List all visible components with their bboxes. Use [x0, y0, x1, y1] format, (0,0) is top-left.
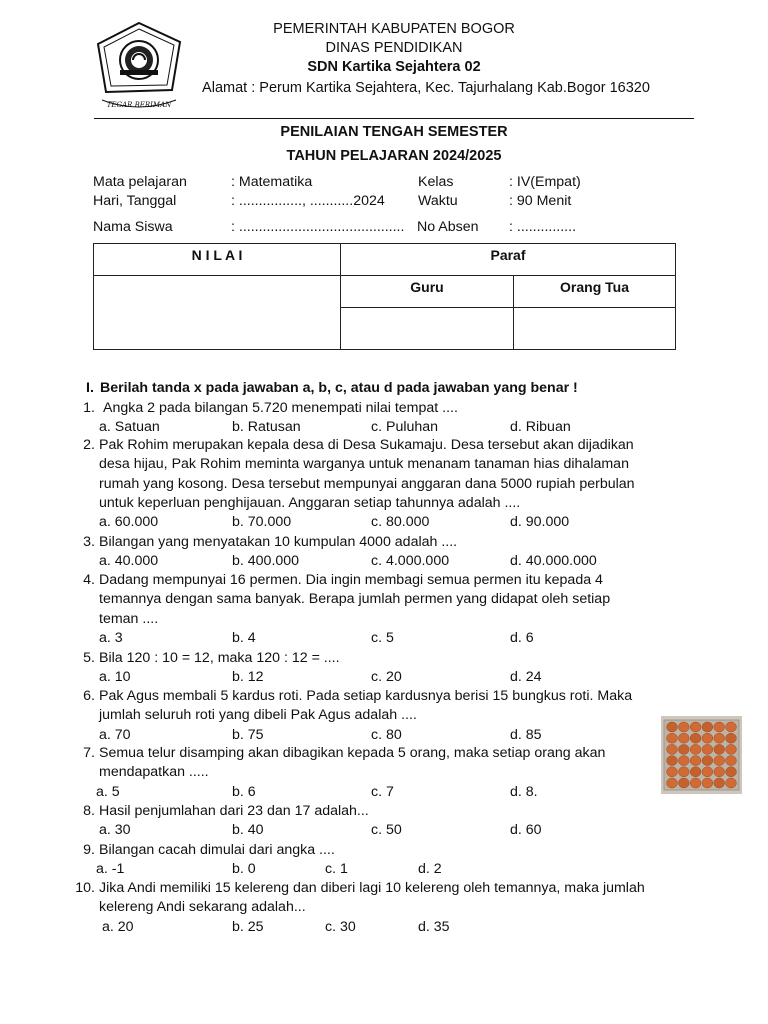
answer-option-d[interactable]: d. 90.000: [510, 514, 570, 531]
egg: [667, 744, 678, 754]
question-text: Bilangan yang menyatakan 10 kumpulan 4000 adalah ....: [99, 534, 458, 550]
section-number: I.: [86, 380, 94, 396]
answer-option-b[interactable]: b. 6: [232, 783, 256, 800]
header-government: PEMERINTAH KABUPATEN BOGOR: [273, 21, 515, 37]
student-name-field[interactable]: : ..........................................: [231, 219, 405, 235]
question-number: 7.: [83, 745, 95, 761]
answer-option-b[interactable]: b. 75: [232, 726, 264, 743]
answer-option-b[interactable]: b. 0: [232, 861, 256, 878]
egg: [714, 744, 725, 754]
absen-label: No Absen: [417, 219, 479, 235]
answer-option-b[interactable]: b. Ratusan: [232, 419, 301, 436]
answer-option-c[interactable]: c. 5: [371, 629, 394, 646]
question-text: teman ....: [99, 610, 159, 627]
time-label: Waktu: [418, 193, 458, 209]
answer-option-b[interactable]: b. 12: [232, 669, 264, 686]
egg: [702, 733, 713, 743]
egg: [702, 722, 713, 732]
question-number: 1.: [83, 400, 95, 416]
question-text: Jika Andi memiliki 15 kelereng dan diberi lagi 10 kelereng oleh temannya, maka jumlah: [99, 880, 645, 896]
question-number: 10.: [75, 880, 95, 896]
egg: [667, 767, 678, 777]
question-number: 3.: [83, 534, 95, 550]
egg: [678, 744, 689, 754]
egg: [726, 756, 737, 766]
question-text: jumlah seluruh roti yang dibeli Pak Agus adalah ....: [99, 707, 417, 724]
egg: [678, 767, 689, 777]
egg: [690, 722, 701, 732]
egg: [714, 767, 725, 777]
score-cell[interactable]: [94, 276, 341, 350]
question-number: 8.: [83, 803, 95, 819]
answer-option-a[interactable]: a. 3: [99, 629, 123, 646]
answer-option-d[interactable]: d. 40.000.000: [510, 553, 597, 570]
question-number: 2.: [83, 437, 95, 453]
answer-option-b[interactable]: b. 70.000: [232, 514, 292, 531]
question-text: Hasil penjumlahan dari 23 dan 17 adalah...: [99, 803, 369, 819]
answer-option-b[interactable]: b. 4: [232, 629, 256, 646]
answer-option-c[interactable]: c. 80: [371, 726, 402, 743]
exam-title: PENILAIAN TENGAH SEMESTER: [280, 124, 508, 140]
teacher-header: Guru: [341, 276, 514, 308]
question-text: untuk keperluan penghijauan. Anggaran setiap tahunnya adalah ....: [99, 494, 521, 511]
parent-signature-cell[interactable]: [514, 308, 676, 350]
question-number: 5.: [83, 650, 95, 666]
header-divider: [94, 118, 694, 119]
egg: [726, 733, 737, 743]
egg: [690, 733, 701, 743]
answer-option-a[interactable]: a. 30: [99, 822, 131, 839]
answer-option-a[interactable]: a. 60.000: [99, 514, 159, 531]
egg: [726, 722, 737, 732]
parent-header: Orang Tua: [514, 276, 676, 308]
header-department: DINAS PENDIDIKAN: [325, 40, 463, 56]
answer-option-a[interactable]: a. 10: [99, 669, 131, 686]
teacher-signature-cell[interactable]: [341, 308, 514, 350]
score-table: [93, 243, 676, 350]
answer-option-d[interactable]: d. 6: [510, 629, 534, 646]
answer-option-c[interactable]: c. 50: [371, 822, 402, 839]
answer-option-a[interactable]: a. Satuan: [99, 419, 160, 436]
answer-option-a[interactable]: a. 20: [102, 918, 134, 935]
answer-option-d[interactable]: d. 8.: [510, 783, 538, 800]
egg: [702, 778, 713, 788]
question-text: Angka 2 pada bilangan 5.720 menempati nilai tempat ....: [103, 400, 458, 416]
egg: [690, 778, 701, 788]
answer-option-b[interactable]: b. 40: [232, 822, 264, 839]
question-text: kelereng Andi sekarang adalah...: [99, 899, 306, 916]
signature-header: Paraf: [341, 244, 676, 276]
egg: [714, 733, 725, 743]
egg: [714, 778, 725, 788]
egg: [702, 756, 713, 766]
egg: [667, 756, 678, 766]
egg: [667, 778, 678, 788]
class-label: Kelas: [418, 174, 454, 190]
exam-year: TAHUN PELAJARAN 2024/2025: [286, 148, 502, 164]
egg: [726, 744, 737, 754]
answer-option-a[interactable]: a. -1: [96, 861, 125, 878]
answer-option-d[interactable]: d. 24: [510, 669, 542, 686]
question-number: 9.: [83, 842, 95, 858]
answer-option-d[interactable]: d. Ribuan: [510, 419, 571, 436]
answer-option-a[interactable]: a. 5: [96, 783, 120, 800]
egg: [726, 767, 737, 777]
question-number: 4.: [83, 572, 95, 588]
egg: [702, 767, 713, 777]
absen-field[interactable]: : ...............: [509, 219, 577, 235]
answer-option-c[interactable]: c. 20: [371, 669, 402, 686]
egg: [678, 722, 689, 732]
question-text: Bila 120 : 10 = 12, maka 120 : 12 = ....: [99, 650, 340, 666]
egg: [690, 744, 701, 754]
egg: [714, 756, 725, 766]
date-label: Hari, Tanggal: [93, 193, 177, 209]
egg: [702, 744, 713, 754]
egg: [678, 778, 689, 788]
egg: [667, 722, 678, 732]
egg: [678, 733, 689, 743]
answer-option-c[interactable]: c. 1: [325, 861, 348, 878]
egg: [678, 756, 689, 766]
logo-motto: TEGAR BERIMAN: [106, 101, 172, 109]
header-school-name: SDN Kartika Sejahtera 02: [307, 59, 481, 75]
answer-option-c[interactable]: c. 30: [325, 918, 356, 935]
class-value: : IV(Empat): [509, 174, 581, 190]
answer-option-b[interactable]: b. 25: [232, 918, 264, 935]
answer-option-a[interactable]: a. 70: [99, 726, 131, 743]
subject-value: : Matematika: [231, 174, 313, 190]
answer-option-c[interactable]: c. Puluhan: [371, 419, 439, 436]
student-name-label: Nama Siswa: [93, 219, 173, 235]
question-text: desa hijau, Pak Rohim meminta warganya untuk menanam tanaman hias dihalaman: [99, 456, 629, 473]
subject-label: Mata pelajaran: [93, 174, 187, 190]
egg: [690, 767, 701, 777]
answer-option-d[interactable]: d. 35: [418, 918, 450, 935]
answer-option-d[interactable]: d. 2: [418, 861, 442, 878]
question-text: Bilangan cacah dimulai dari angka ....: [99, 842, 335, 858]
question-text: Pak Rohim merupakan kepala desa di Desa Sukamaju. Desa tersebut akan dijadikan: [99, 437, 634, 453]
egg: [667, 733, 678, 743]
date-field[interactable]: : ................, ...........2024: [231, 193, 385, 209]
question-text: Dadang mempunyai 16 permen. Dia ingin membagi semua permen itu kepada 4: [99, 572, 603, 588]
question-text: Pak Agus membali 5 kardus roti. Pada setiap kardusnya berisi 15 bungkus roti. Maka: [99, 688, 633, 704]
egg: [714, 722, 725, 732]
header-address: Alamat : Perum Kartika Sejahtera, Kec. Tajurhalang Kab.Bogor 16320: [202, 80, 650, 96]
answer-option-d[interactable]: d. 60: [510, 822, 542, 839]
question-text: rumah yang kosong. Desa tersebut mempunyai anggaran dana 5000 rupiah perbulan: [99, 475, 635, 492]
answer-option-c[interactable]: c. 7: [371, 783, 394, 800]
section-instruction: Berilah tanda x pada jawaban a, b, c, atau d pada jawaban yang benar !: [100, 380, 578, 396]
answer-option-c[interactable]: c. 4.000.000: [371, 553, 450, 570]
question-text: temannya dengan sama banyak. Berapa jumlah permen yang didapat oleh setiap: [99, 591, 611, 608]
question-text: mendapatkan .....: [99, 764, 209, 781]
egg: [726, 778, 737, 788]
egg: [690, 756, 701, 766]
question-number: 6.: [83, 688, 95, 704]
answer-option-c[interactable]: c. 80.000: [371, 514, 430, 531]
answer-option-a[interactable]: a. 40.000: [99, 553, 159, 570]
answer-option-b[interactable]: b. 400.000: [232, 553, 300, 570]
time-value: : 90 Menit: [509, 193, 572, 209]
score-header: N I L A I: [94, 244, 341, 276]
egg-tray-image: [661, 716, 742, 794]
answer-option-d[interactable]: d. 85: [510, 726, 542, 743]
question-text: Semua telur disamping akan dibagikan kepada 5 orang, maka setiap orang akan: [99, 745, 606, 761]
school-logo: [92, 20, 186, 114]
